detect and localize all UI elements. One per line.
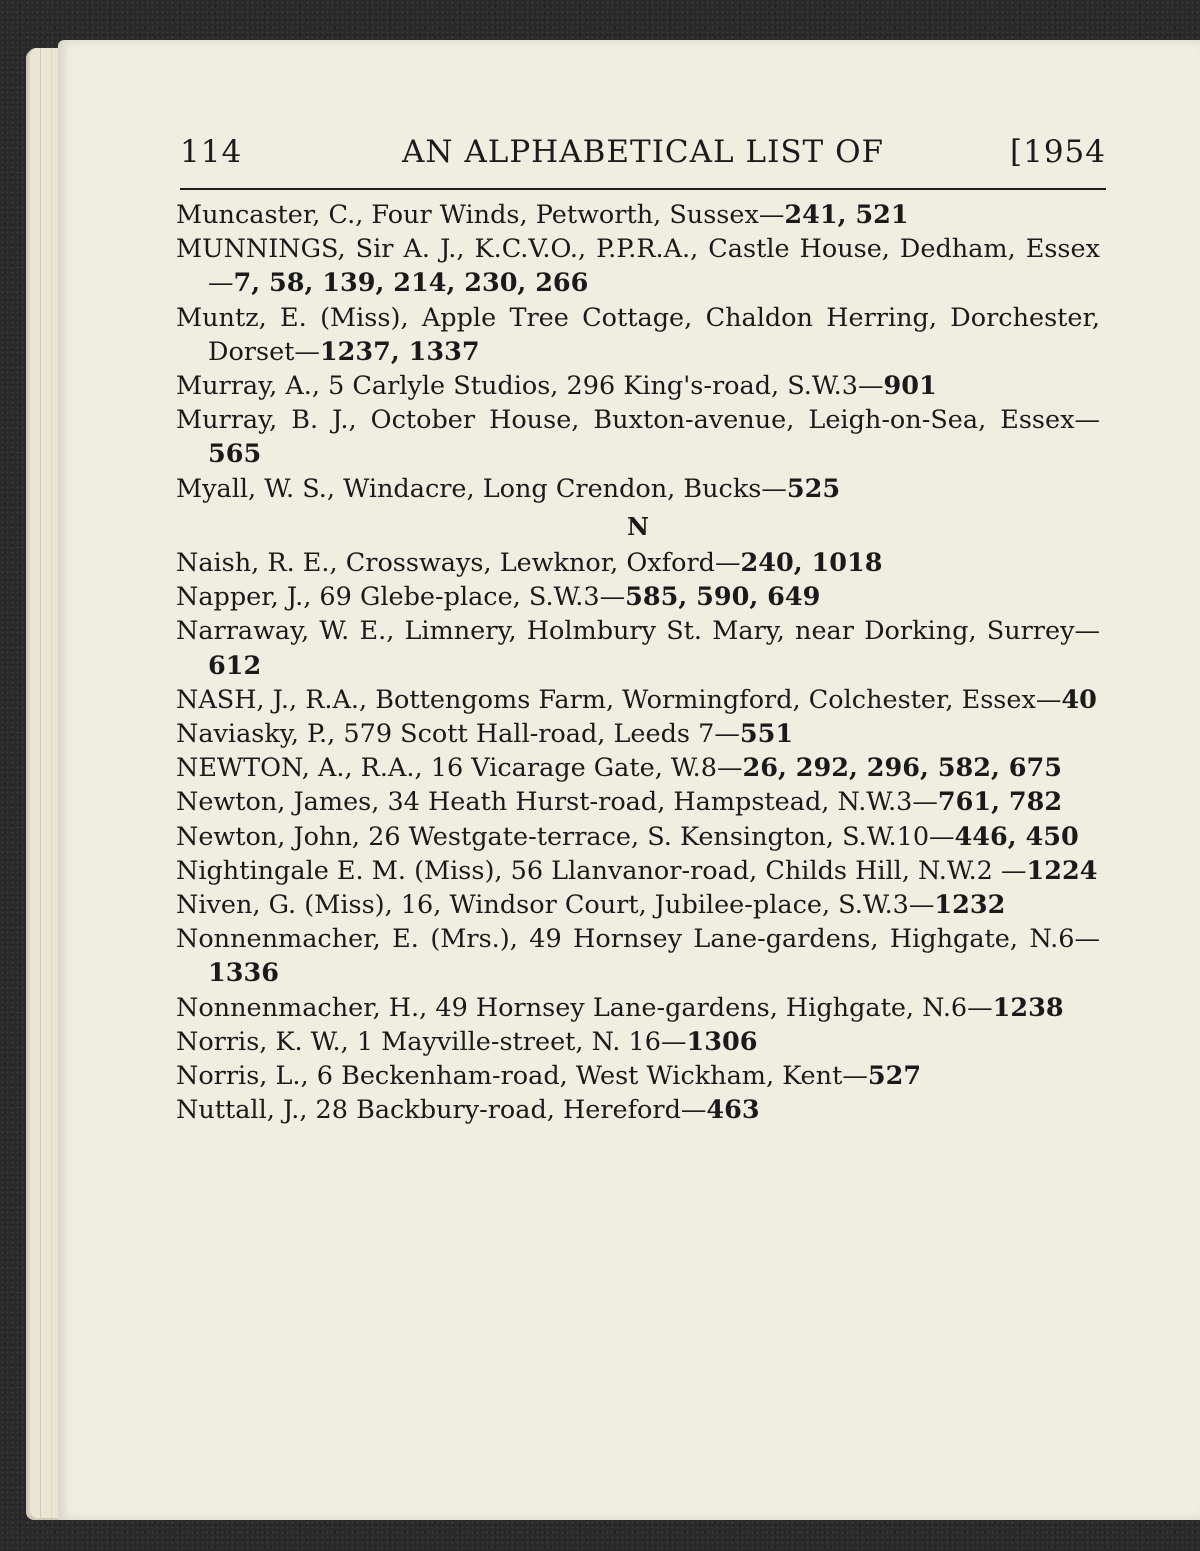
header-rule bbox=[180, 188, 1106, 190]
entry-address: , 56 Llanvanor-road, Childs Hill, N.W.2 — bbox=[494, 855, 1027, 886]
list-entry bbox=[176, 369, 1100, 403]
list-entry bbox=[176, 301, 1100, 369]
entry-name: Norris, L. bbox=[176, 1061, 301, 1092]
entry-name: Nuttall, J. bbox=[176, 1095, 300, 1126]
entry-refs: 463 bbox=[706, 1095, 760, 1126]
list-entry bbox=[176, 580, 1100, 614]
entry-name: Norris, K. W. bbox=[176, 1026, 341, 1057]
list-entry bbox=[176, 614, 1100, 682]
entry-refs: 1232 bbox=[934, 890, 1006, 921]
running-header bbox=[180, 134, 1106, 184]
entry-address: , October House, Buxton-avenue, Leigh-on-Sea, Essex— bbox=[348, 405, 1100, 436]
list-entry bbox=[176, 751, 1100, 785]
entry-address: , 16, Windsor Court, Jubilee-place, S.W.3— bbox=[384, 890, 935, 921]
entry-refs: 565 bbox=[208, 439, 262, 470]
entry-refs: 901 bbox=[883, 371, 937, 402]
entry-name: NEWTON, A., R.A. bbox=[176, 753, 415, 784]
entry-refs: 585, 590, 649 bbox=[625, 582, 821, 613]
entry-address: , 579 Scott Hall-road, Leeds 7— bbox=[327, 719, 740, 750]
entry-address: , Limnery, Holmbury St. Mary, near Dorking, Surrey— bbox=[386, 616, 1100, 647]
entry-name: NASH, J., R.A. bbox=[176, 684, 360, 715]
entry-refs: 1306 bbox=[686, 1026, 758, 1057]
list-entry bbox=[176, 198, 1100, 232]
list-entry bbox=[176, 785, 1100, 819]
list-entry bbox=[176, 472, 1100, 506]
entry-address: , Four Winds, Petworth, Sussex— bbox=[355, 200, 785, 230]
entry-refs: 1336 bbox=[208, 958, 279, 989]
page-edges bbox=[40, 48, 52, 1518]
entry-refs: 761, 782 bbox=[937, 787, 1063, 818]
list-entry bbox=[176, 683, 1100, 717]
list-entry bbox=[176, 991, 1100, 1025]
entry-refs: 446, 450 bbox=[954, 821, 1079, 852]
entry-name: Nightingale E. M. (Miss) bbox=[176, 855, 495, 886]
entry-refs: 240, 1018 bbox=[740, 548, 883, 579]
entry-address: , 1 Mayville-street, N. 16— bbox=[340, 1026, 687, 1057]
entry-name: Napper, J. bbox=[176, 582, 304, 613]
list-entry bbox=[176, 888, 1100, 922]
entry-name: Murray, A. bbox=[176, 371, 312, 402]
entry-name: Niven, G. (Miss) bbox=[176, 890, 385, 921]
entry-address: , Windacre, Long Crendon, Bucks— bbox=[326, 473, 787, 504]
entry-address: , 34 Heath Hurst-road, Hampstead, N.W.3— bbox=[371, 787, 938, 818]
list-entry bbox=[176, 717, 1100, 751]
entry-name: Muncaster, C. bbox=[176, 200, 356, 230]
entry-name: Naish, R. E. bbox=[176, 548, 330, 579]
entry-address: , 49 Hornsey Lane-gardens, Highgate, N.6— bbox=[509, 924, 1100, 955]
entry-name: Nonnenmacher, E. (Mrs.) bbox=[176, 924, 510, 955]
entry-address: , Castle House, Dedham, Essex— bbox=[208, 234, 1100, 299]
list-entry bbox=[176, 854, 1100, 888]
list-entry bbox=[176, 546, 1100, 580]
entry-refs: 1224 bbox=[1026, 855, 1098, 886]
entry-name: Myall, W. S. bbox=[176, 473, 327, 504]
entry-name: Muntz, E. (Miss) bbox=[176, 302, 401, 333]
section-letter: N bbox=[627, 511, 649, 541]
entry-refs: 26, 292, 296, 582, 675 bbox=[742, 753, 1062, 784]
entry-list bbox=[176, 198, 1100, 1127]
entry-refs: 7, 58, 139, 214, 230, 266 bbox=[233, 268, 589, 299]
entry-name: Newton, James bbox=[176, 787, 372, 818]
list-entry bbox=[176, 1059, 1100, 1093]
entry-address: , 69 Glebe-place, S.W.3— bbox=[303, 582, 626, 613]
list-entry bbox=[176, 922, 1100, 990]
entry-name: Narraway, W. E. bbox=[176, 616, 387, 647]
entry-name: Newton, John bbox=[176, 821, 352, 852]
entry-refs: 527 bbox=[867, 1061, 922, 1092]
entries-before-section bbox=[176, 198, 1100, 506]
list-entry bbox=[176, 1025, 1100, 1059]
entry-refs: 241, 521 bbox=[784, 200, 909, 230]
entry-refs: 551 bbox=[739, 719, 794, 750]
entry-name: Nonnenmacher, H. bbox=[176, 992, 420, 1023]
page-year: [1954 bbox=[1010, 134, 1106, 170]
entries-after-section bbox=[176, 546, 1100, 1127]
entry-address: , Crossways, Lewknor, Oxford— bbox=[329, 548, 741, 579]
entry-name: Murray, B. J. bbox=[176, 405, 349, 436]
entry-refs: 1237, 1337 bbox=[319, 336, 480, 367]
entry-name: MUNNINGS, Sir A. J., K.C.V.O., P.P.R.A. bbox=[176, 234, 691, 265]
entry-name: Naviasky, P. bbox=[176, 719, 328, 750]
entry-address: , Apple Tree Cottage, Chaldon Herring, Dorchester, Dorset— bbox=[208, 302, 1100, 367]
entry-refs: 40 bbox=[1061, 684, 1097, 715]
entry-refs: 525 bbox=[786, 473, 841, 504]
entry-address: , 5 Carlyle Studios, 296 King's-road, S.W.3— bbox=[311, 371, 884, 402]
list-entry bbox=[176, 232, 1100, 300]
entry-address: , 49 Hornsey Lane-gardens, Highgate, N.6— bbox=[419, 992, 993, 1023]
entry-address: , Bottengoms Farm, Wormingford, Colchester, Essex— bbox=[359, 684, 1062, 715]
entry-address: , 6 Beckenham-road, West Wickham, Kent— bbox=[300, 1061, 868, 1092]
list-entry bbox=[176, 403, 1100, 471]
entry-refs: 1238 bbox=[992, 992, 1064, 1023]
entry-address: , 28 Backbury-road, Hereford— bbox=[299, 1095, 707, 1126]
entry-address: , 16 Vicarage Gate, W.8— bbox=[414, 753, 743, 784]
entry-refs: 612 bbox=[208, 650, 262, 681]
entry-address: , 26 Westgate-terrace, S. Kensington, S.W.10— bbox=[351, 821, 955, 852]
list-entry bbox=[176, 820, 1100, 854]
page-number: 114 bbox=[180, 134, 243, 170]
list-entry bbox=[176, 1093, 1100, 1127]
page-title: AN ALPHABETICAL LIST OF bbox=[401, 134, 885, 170]
